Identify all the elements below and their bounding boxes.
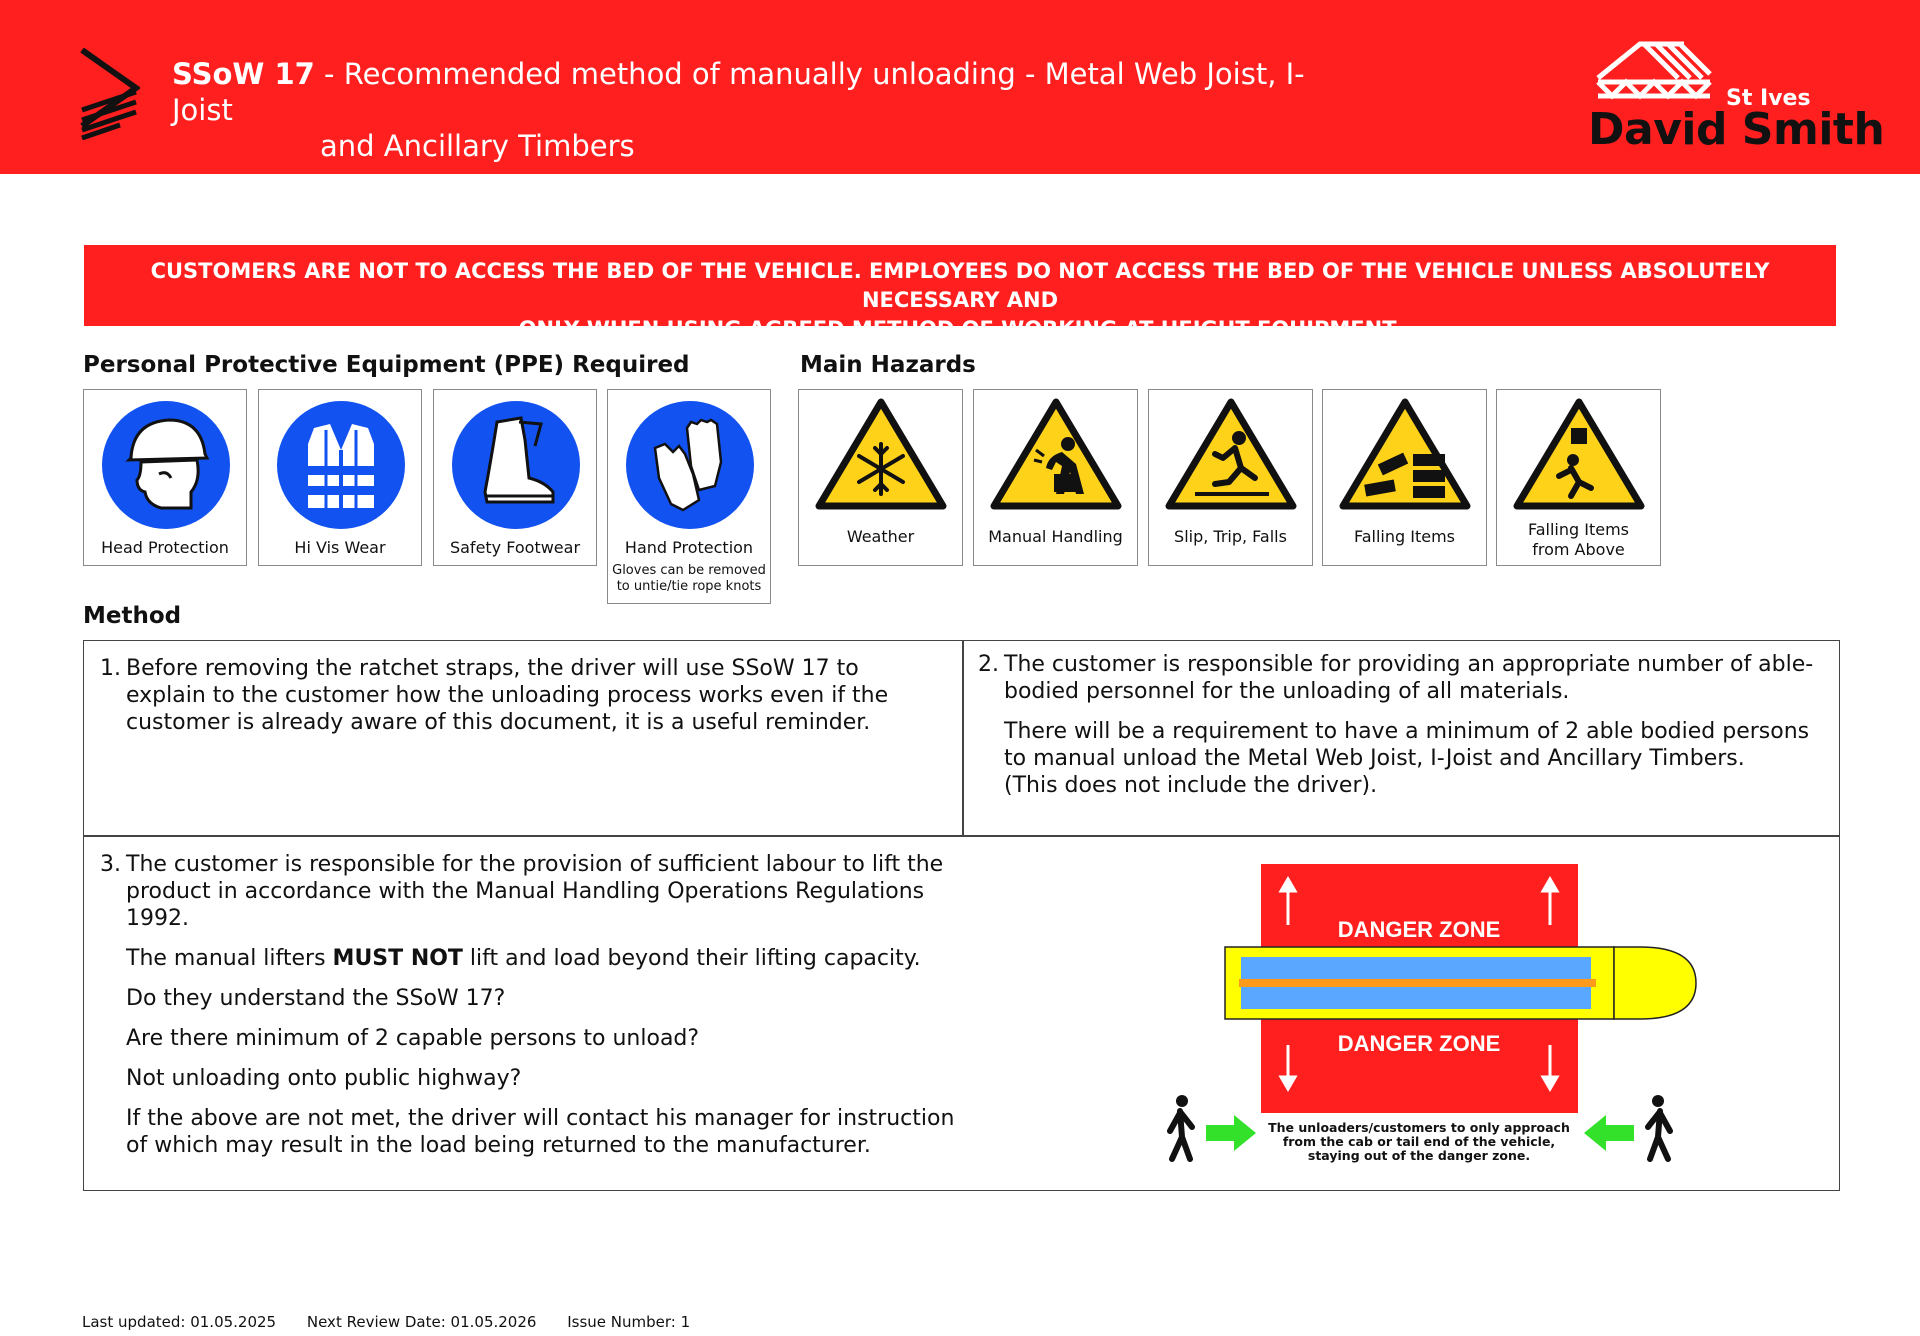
title-line-2: and Ancillary Timbers	[320, 129, 635, 163]
diagram-caption-line-2: from the cab or tail end of the vehicle,	[1282, 1134, 1556, 1149]
ppe-card-footwear	[433, 389, 597, 566]
footer	[82, 1313, 716, 1331]
step-1-text: Before removing the ratchet straps, the driver will use SSoW 17 to explain to the customer how the unloading process works even if the customer is already aware of this document, it is a useful reminder.	[126, 656, 889, 735]
hazard-label-slip: Slip, Trip, Falls	[1174, 527, 1287, 546]
brand-logo	[1586, 38, 1885, 158]
hazards-heading: Main Hazards	[800, 352, 976, 378]
hazard-label-falling: Falling Items	[1353, 527, 1455, 546]
step-3-para-5: Not unloading onto public highway?	[126, 1066, 522, 1091]
warning-banner	[84, 245, 1836, 341]
ppe-card-hand	[607, 389, 771, 604]
chevron-logo-icon	[80, 48, 140, 140]
ppe-note-line-2: to untie/tie rope knots	[616, 579, 762, 594]
step-3-para-2-b: lift and load beyond their lifting capacity.	[462, 946, 921, 971]
walking-person-right-icon	[1648, 1095, 1670, 1159]
hazard-card-falling-above	[1496, 389, 1661, 566]
safety-boot-icon	[451, 400, 581, 530]
lifting-warning-icon	[990, 398, 1122, 513]
step-3-para-1: The customer is responsible for the provision of sufficient labour to lift the product in accordance with the Manual Handling Operations Regulations 1992.	[126, 852, 944, 931]
gloves-icon	[625, 400, 755, 530]
step-3-para-3: Do they understand the SSoW 17?	[126, 986, 506, 1011]
ppe-card-head	[83, 389, 247, 566]
approach-arrow-right-icon	[1206, 1115, 1256, 1151]
footer-issue-number: Issue Number: 1	[567, 1313, 691, 1331]
brand-small-text: St Ives	[1726, 86, 1811, 111]
footer-last-updated: Last updated: 01.05.2025	[82, 1313, 277, 1331]
diagram-caption-line-3: staying out of the danger zone.	[1307, 1148, 1531, 1163]
load-strap	[1239, 979, 1596, 987]
ppe-note-line-1: Gloves can be removed	[612, 563, 766, 578]
slip-warning-icon	[1165, 398, 1297, 513]
diagram-caption-line-1: The unloaders/customers to only approach	[1268, 1120, 1570, 1135]
hazard-card-slip	[1148, 389, 1313, 566]
step-2-para-3: (This does not include the driver).	[1004, 773, 1378, 798]
hi-vis-vest-icon	[276, 400, 406, 530]
ppe-label-head: Head Protection	[101, 538, 229, 557]
title-separator: -	[314, 57, 344, 91]
step-1-number: 1.	[100, 656, 121, 681]
step-2-number: 2.	[978, 652, 999, 677]
ppe-label-footwear: Safety Footwear	[449, 538, 581, 557]
warning-line-2: ONLY WHEN USING AGREED METHOD OF WORKING AT HEIGHT EQUIPMENT.	[518, 317, 1402, 341]
ppe-label-hivis: Hi Vis Wear	[294, 538, 386, 557]
step-3-para-6: If the above are not met, the driver will contact his manager for instruction of which may result in the load being returned to the manufacturer.	[126, 1106, 955, 1158]
method-step-3	[100, 851, 980, 1159]
snowflake-warning-icon	[815, 398, 947, 513]
hazard-label-falling-above-1: Falling Items	[1527, 520, 1629, 539]
danger-zone-top	[1261, 864, 1578, 958]
ppe-heading: Personal Protective Equipment (PPE) Required	[83, 352, 690, 378]
ppe-card-hivis	[258, 389, 422, 566]
footer-next-review: Next Review Date: 01.05.2026	[306, 1313, 537, 1331]
hard-hat-icon	[101, 400, 231, 530]
step-3-must-not: MUST NOT	[332, 946, 463, 971]
hazard-label-manual: Manual Handling	[988, 527, 1123, 546]
document-title	[172, 56, 1322, 164]
method-column-divider	[962, 641, 964, 835]
step-3-number: 3.	[100, 852, 121, 877]
hazard-card-manual	[973, 389, 1138, 566]
roof-truss-logo-icon	[1594, 38, 1714, 104]
warning-line-1: CUSTOMERS ARE NOT TO ACCESS THE BED OF THE VEHICLE. EMPLOYEES DO NOT ACCESS THE BED OF THE VEHICLE UNLESS ABSOLUTELY NECESSARY AND	[150, 259, 1770, 312]
header-bar	[0, 0, 1920, 174]
step-3-para-2-a: The manual lifters	[126, 946, 333, 971]
danger-zone-bottom-label: DANGER ZONE	[1337, 1031, 1501, 1056]
hazard-label-weather: Weather	[846, 527, 915, 546]
method-step-1	[100, 655, 940, 736]
doc-code: SSoW 17	[172, 57, 315, 91]
danger-zone-diagram	[1150, 855, 1710, 1175]
hazard-label-falling-above-2: from Above	[1532, 540, 1625, 559]
method-step-2	[978, 651, 1828, 799]
method-heading: Method	[83, 603, 182, 629]
step-2-para-1: The customer is responsible for providing an appropriate number of able-bodied personnel for the unloading of all materials.	[1004, 652, 1814, 704]
method-row-divider	[84, 835, 1839, 837]
vehicle-cab	[1614, 947, 1696, 1019]
walking-person-left-icon	[1170, 1095, 1192, 1159]
step-3-para-2	[126, 945, 980, 972]
danger-zone-top-label: DANGER ZONE	[1337, 917, 1501, 942]
hazard-card-weather	[798, 389, 963, 566]
approach-arrow-left-icon	[1584, 1115, 1634, 1151]
step-3-para-4: Are there minimum of 2 capable persons to unload?	[126, 1026, 700, 1051]
step-2-para-2: There will be a requirement to have a minimum of 2 able bodied persons to manual unload the Metal Web Joist, I-Joist and Ancillary Timbers.	[1004, 719, 1810, 771]
title-line-1: Recommended method of manually unloading - Metal Web Joist, I-Joist	[172, 57, 1305, 127]
hazard-card-falling	[1322, 389, 1487, 566]
ppe-label-hand: Hand Protection	[624, 538, 754, 557]
falling-above-warning-icon	[1513, 398, 1645, 513]
brand-name: David Smith	[1588, 104, 1885, 155]
falling-items-warning-icon	[1339, 398, 1471, 513]
